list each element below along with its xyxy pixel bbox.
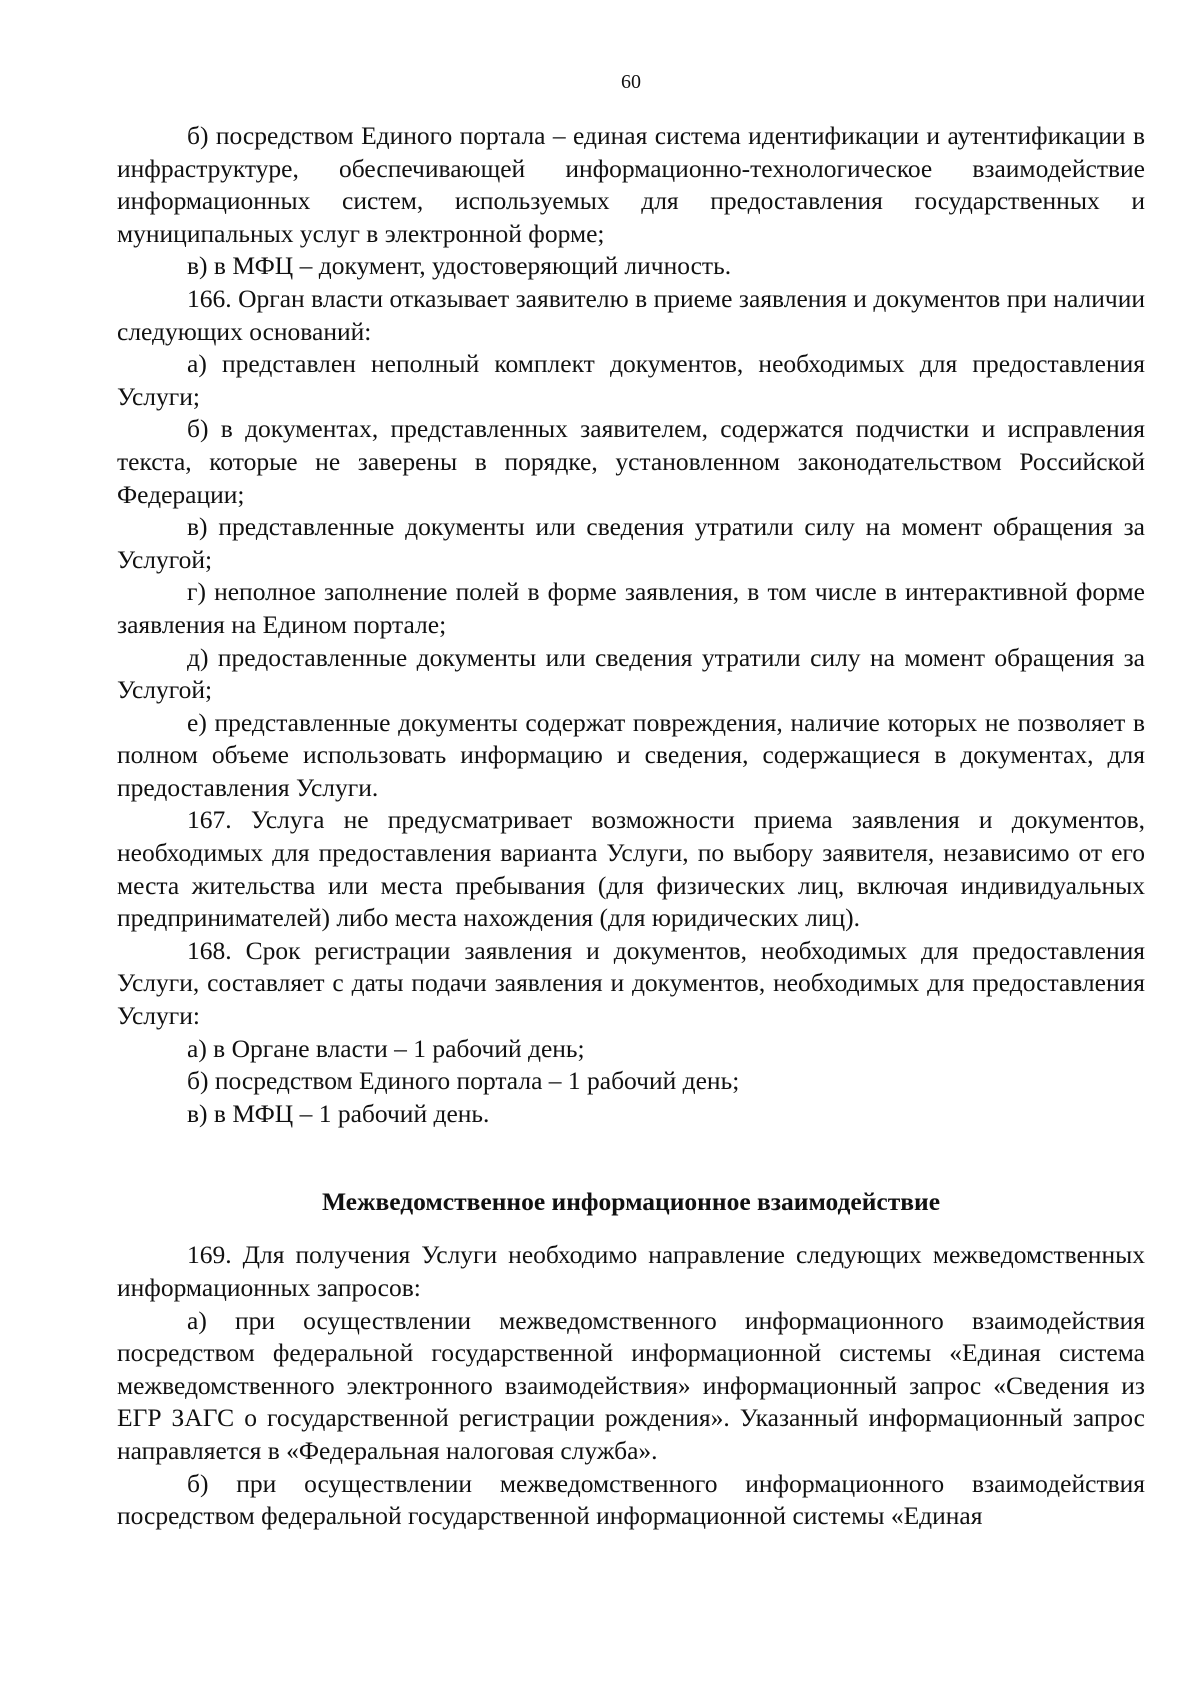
document-page	[117, 70, 1145, 1533]
paragraph-166-e: е) представленные документы содержат повреждения, наличие которых не позволяет в полном объеме использовать информацию и сведения, содержащиеся в документах, для предоставления Услуги.	[117, 707, 1145, 802]
paragraph-168: 168. Срок регистрации заявления и документов, необходимых для предоставления Услуги, составляет с даты подачи заявления и документов, необходимых для предоставления Услуги:	[117, 935, 1145, 1031]
paragraph-168-b: б) посредством Единого портала – 1 рабочий день;	[187, 1066, 740, 1096]
page-number: 60	[621, 71, 641, 93]
paragraph-166-d: д) предоставленные документы или сведения утратили силу на момент обращения за Услугой;	[117, 642, 1145, 705]
paragraph-169: 169. Для получения Услуги необходимо направление следующих межведомственных информационных запросов:	[117, 1240, 1145, 1302]
paragraph-v-mfc-id: в) в МФЦ – документ, удостоверяющий личность.	[187, 251, 732, 281]
paragraph-169-a: а) при осуществлении межведомственного информационного взаимодействия посредством федеральной государственной информационной системы «Единая система межведомственного электронного взаимодействия» информационный запрос «Сведения из ЕГР ЗАГС о государственной регистрации рождения». Указанный информационный запрос направляется в «Федеральная налоговая служба».	[117, 1305, 1145, 1465]
paragraph-166-b: б) в документах, представленных заявителем, содержатся подчистки и исправления текста, которые не заверены в порядке, установленном законодательством Российской Федерации;	[117, 414, 1145, 509]
section-heading: Межведомственное информационное взаимодействие	[321, 1187, 941, 1217]
paragraph-169-b: б) при осуществлении межведомственного информационного взаимодействия посредством федеральной государственной информационной системы «Единая	[117, 1468, 1145, 1531]
paragraph-166-v: в) представленные документы или сведения утратили силу на момент обращения за Услугой;	[117, 512, 1145, 574]
paragraph-167: 167. Услуга не предусматривает возможности приема заявления и документов, необходимых для предоставления варианта Услуги, по выбору заявителя, независимо от его места жительства или места пребывания (для физических лиц, включая индивидуальных предпринимателей) либо места нахождения (для юридических лиц).	[117, 805, 1145, 933]
paragraph-168-v: в) в МФЦ – 1 рабочий день.	[187, 1098, 490, 1128]
paragraph-166-g: г) неполное заполнение полей в форме заявления, в том числе в интерактивной форме заявления на Едином портале;	[117, 577, 1145, 639]
paragraph-168-a: а) в Органе власти – 1 рабочий день;	[187, 1033, 585, 1063]
paragraph-166-a: а) представлен неполный комплект документов, необходимых для предоставления Услуги;	[117, 349, 1145, 411]
paragraph-b-portal-auth: б) посредством Единого портала – единая система идентификации и аутентификации в инфраструктуре, обеспечивающей информационно-технологическое взаимодействие информационных систем, используемых для предоставления государственных и муниципальных услуг в электронной форме;	[117, 121, 1145, 248]
paragraph-166: 166. Орган власти отказывает заявителю в приеме заявления и документов при наличии следующих оснований:	[117, 283, 1145, 346]
